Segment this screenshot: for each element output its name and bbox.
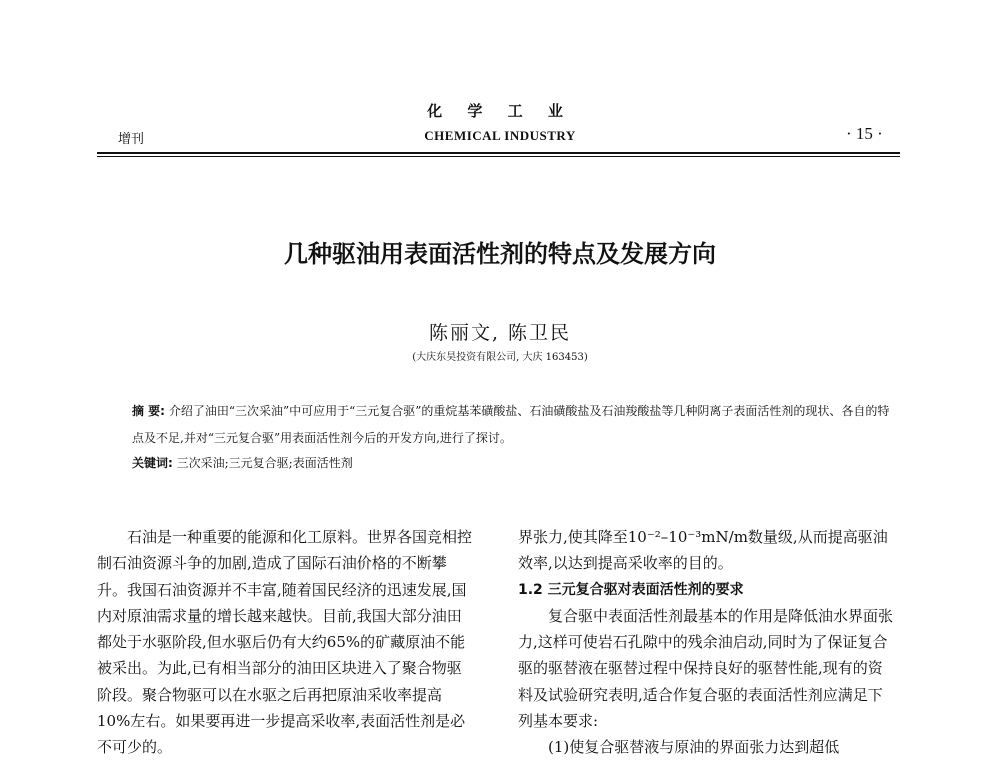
journal-title-chinese: 化 学 工 业 <box>427 102 573 120</box>
body-paragraph-continued: 界张力,使其降至10⁻²–10⁻³mN/m数量级,从而提高驱油效率,以达到提高采收率的目的。 <box>518 528 888 573</box>
header-rule-thin <box>97 156 900 157</box>
journal-title-english: CHEMICAL INDUSTRY <box>424 128 576 143</box>
abstract-text: 介绍了油田“三次采油”中可应用于“三元复合驱”的重烷基苯磺酸盐、石油磺酸盐及石油羧酸盐等几种阴离子表面活性剂的现状、各自的特点及不足,并对“三元复合驱”用表面活性剂今后的开发方向,进行了探讨。 <box>132 404 890 445</box>
abstract-label: 摘 要: <box>132 404 165 418</box>
abstract <box>132 398 892 452</box>
supplement-label: 增刊 <box>118 132 145 147</box>
body-paragraph: (1)使复合驱替液与原油的界面张力达到超低 <box>548 738 840 757</box>
header-rule-thick <box>97 152 900 154</box>
keywords-text: 三次采油;三元复合驱;表面活性剂 <box>176 456 353 470</box>
keywords-label: 关键词: <box>132 456 173 470</box>
body-column-left <box>97 524 472 761</box>
page-number: · 15 · <box>846 124 883 143</box>
keywords <box>132 454 353 471</box>
section-heading: 1.2 三元复合驱对表面活性剂的要求 <box>518 581 744 598</box>
body-column-right <box>518 524 893 761</box>
body-paragraph: 复合驱中表面活性剂最基本的作用是降低油水界面张力,这样可使岩石孔隙中的残余油启动,同时为了保证复合驱的驱替液在驱替过程中保持良好的驱替性能,现有的资料及试验研究表明,适合作复合驱的表面活性剂应满足下列基本要求: <box>518 606 894 731</box>
body-paragraph: 石油是一种重要的能源和化工原料。世界各国竞相控制石油资源斗争的加剧,造成了国际石油价格的不断攀升。我国石油资源并不丰富,随着国民经济的迅速发展,国内对原油需求量的增长越来越快。目前,我国大部分油田都处于水驱阶段,但水驱后仍有大约65%的矿藏原油不能被采出。为此,已有相当部分的油田区块进入了聚合物驱阶段。聚合物驱可以在水驱之后再把原油采收率提高10%左右。如果要再进一步提高采收率,表面活性剂是必不可少的。 <box>97 528 473 757</box>
article-authors: 陈丽文, 陈卫民 <box>428 322 572 344</box>
article-title: 几种驱油用表面活性剂的特点及发展方向 <box>284 240 716 268</box>
author-affiliation: (大庆东昊投资有限公司, 大庆 163453) <box>412 352 588 363</box>
